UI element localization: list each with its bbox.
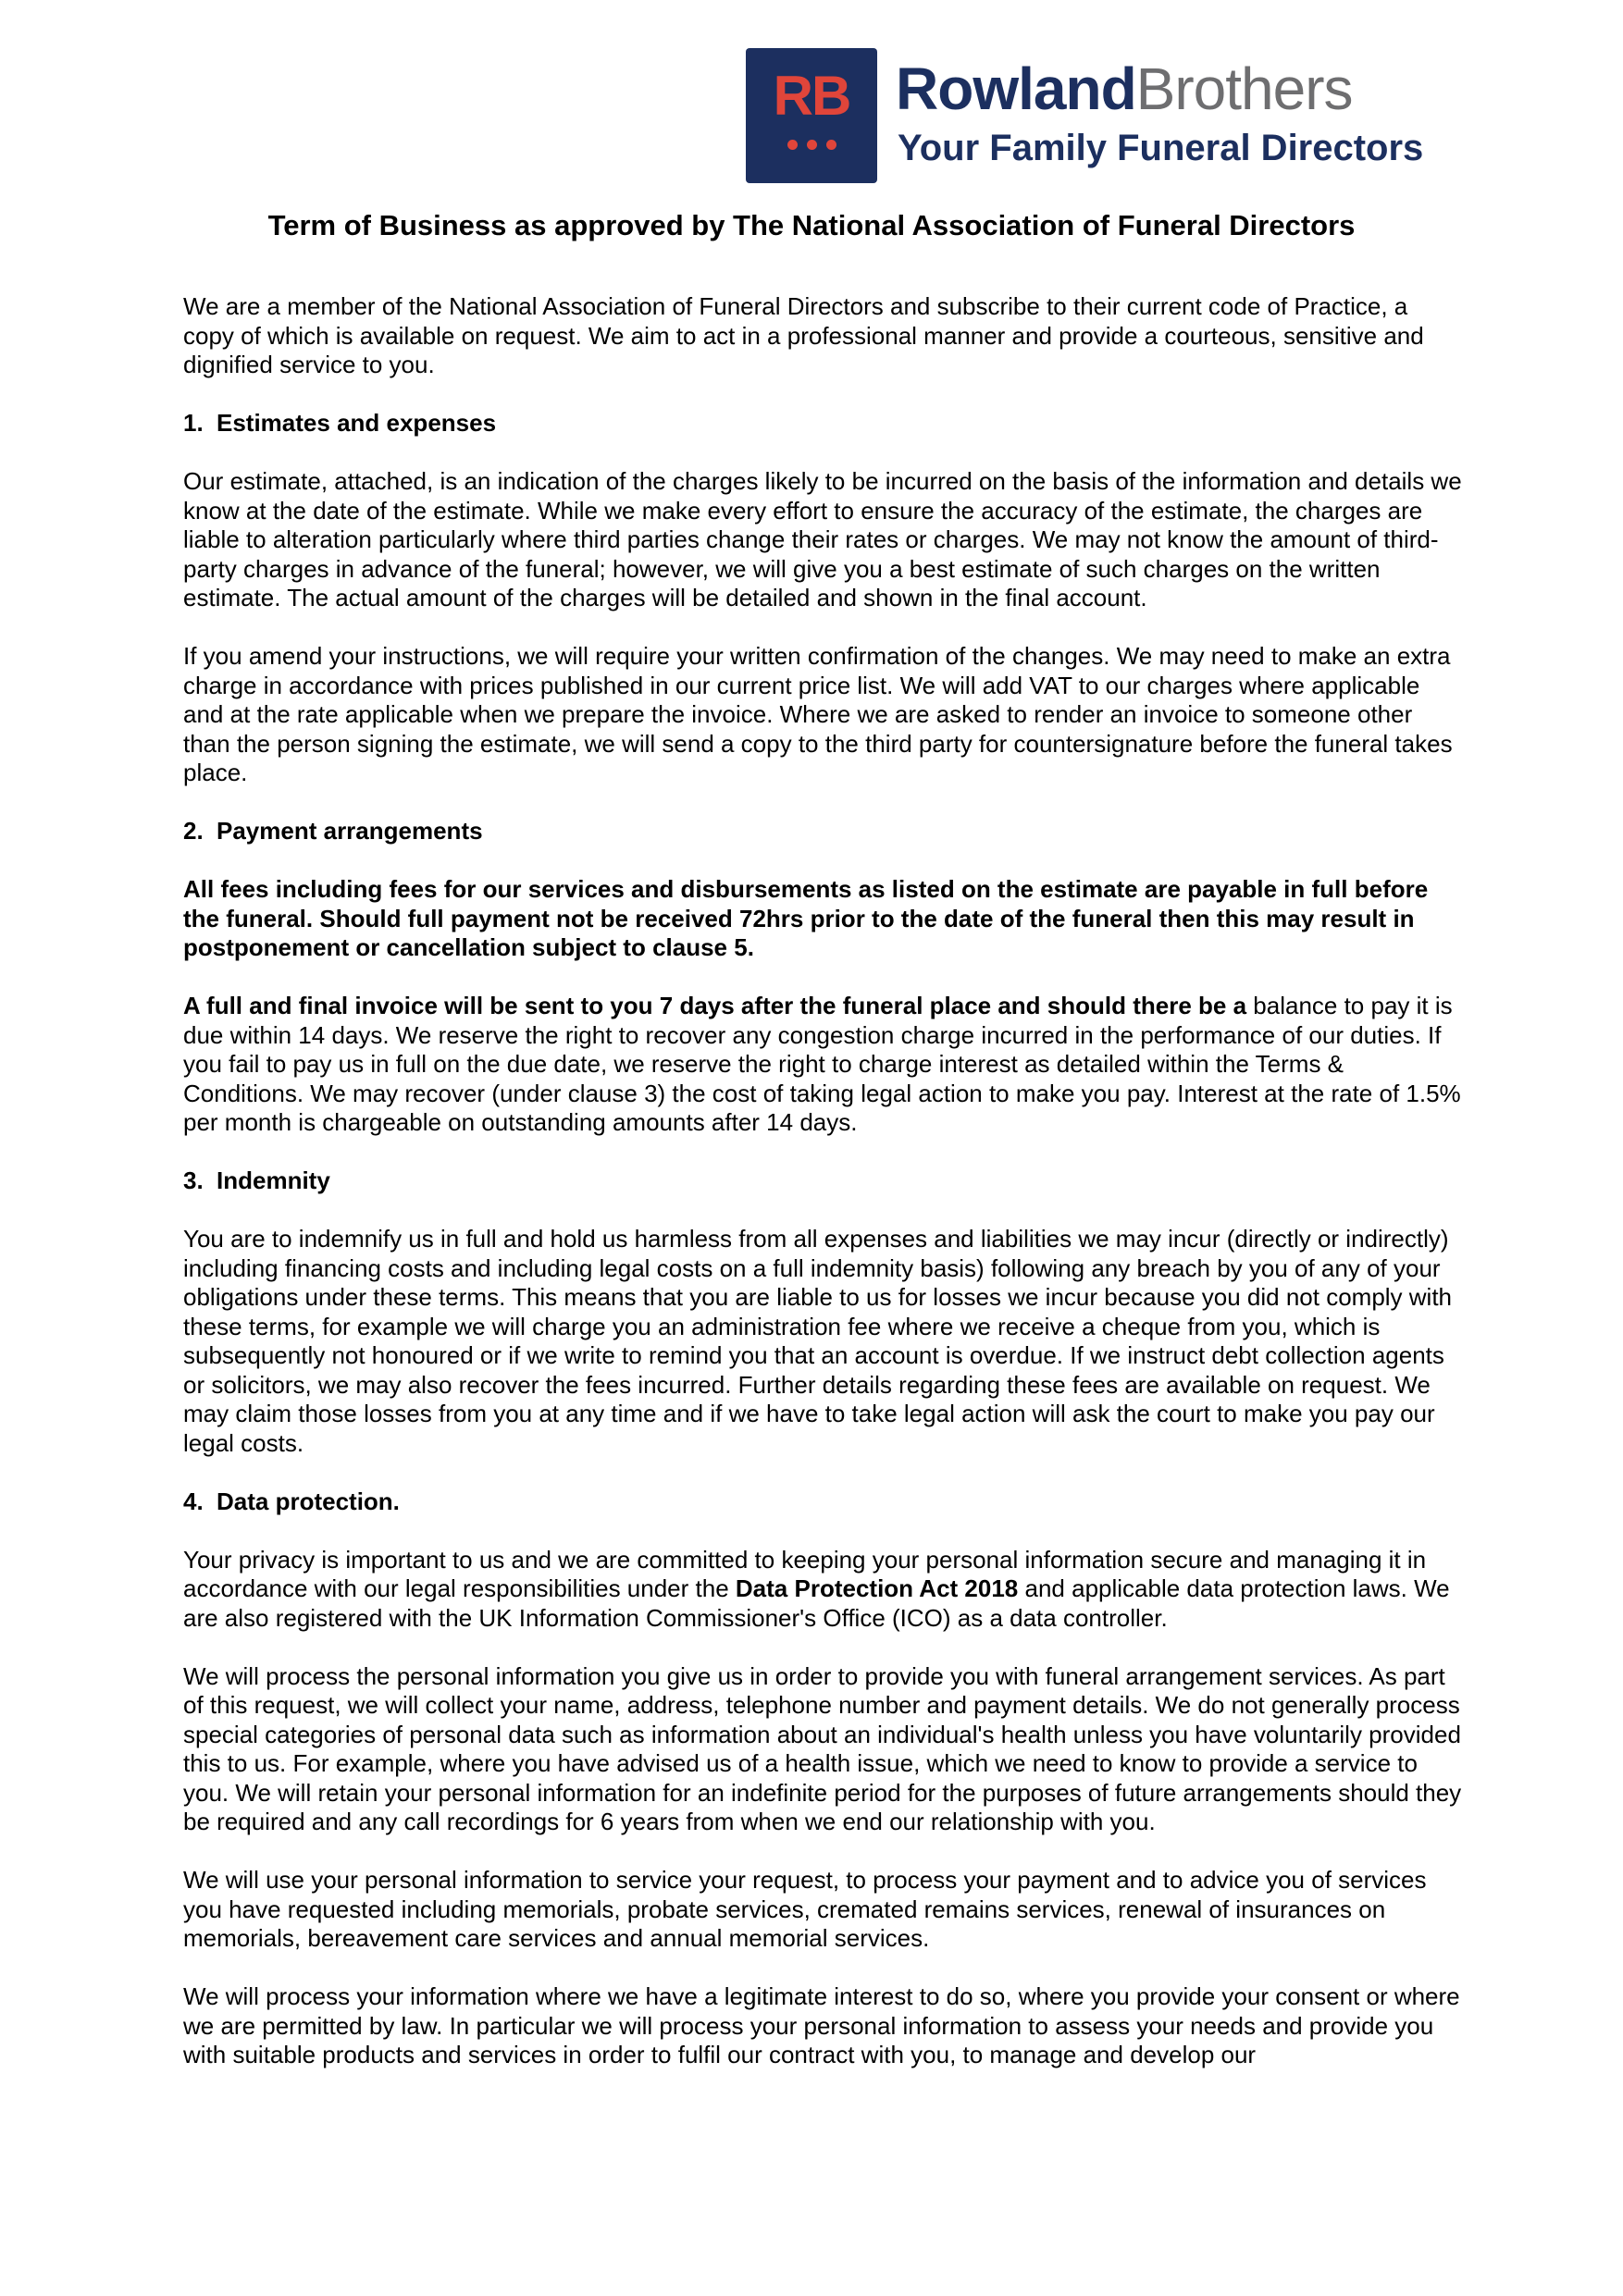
section2-paragraph-2-rest: balance to pay it is due within 14 days. We reserve the right to recover any congestion charge incurred in the performance of our duties. If you fail to pay us in full on the due date, we reserve the right to charge interest as detailed within the Terms & Conditions. We may recover (under clause 3) the cost of taking legal action to make you pay. Interest at the rate of 1.5% per month is chargeable on outstanding amounts after 14 days. xyxy=(183,992,1461,1136)
section-heading-text: Payment arrangements xyxy=(217,817,483,845)
section2-paragraph-2 xyxy=(183,992,1465,1138)
data-protection-act-reference: Data Protection Act 2018 xyxy=(735,1574,1019,1602)
logo-company-name xyxy=(896,56,1353,122)
section-heading-text: Indemnity xyxy=(217,1167,330,1194)
section-heading-text: Data protection. xyxy=(217,1487,400,1515)
logo-name-brothers: Brothers xyxy=(1135,56,1353,122)
section-number: 4. xyxy=(183,1487,204,1515)
section-number: 1. xyxy=(183,409,204,437)
section3-paragraph-1: You are to indemnify us in full and hold us harmless from all expenses and liabilities we may incur (directly or indirectly) including financing costs and including legal costs on a full indemnity basis) following any breach by you of any of your obligations under these terms. This means that you are liable to us for losses we incur because you did not comply with these terms, for example we will charge you an administration fee where we receive a cheque from you, which is subsequently not honoured or if we write to remind you that an account is overdue. If we instruct debt collection agents or solicitors, we may also recover the fees incurred. Further details regarding these fees are available on request. We may claim those losses from you at any time and if we have to take legal action will ask the court to make you pay our legal costs. xyxy=(183,1225,1453,1457)
logo-mark-letters: RB xyxy=(773,65,850,127)
section4-paragraph-2: We will process the personal information you give us in order to provide you with funeral arrangement services. As part of this request, we will collect your name, address, telephone number and payment details. We do not generally process special categories of personal data such as information about an individual's health unless you have voluntarily provided this to us. For example, where you have advised us of a health issue, which we need to know to provide a service to you. We will retain your personal information for an indefinite period for the purposes of future arrangements should they be required and any call recordings for 6 years from when we end our relationship with you. xyxy=(183,1661,1462,1835)
section-heading-text: Estimates and expenses xyxy=(217,409,497,437)
logo-dots xyxy=(746,137,877,155)
section2-paragraph-1: All fees including fees for our services and disbursements as listed on the estimate are payable in full before the funeral. Should full payment not be received 72hrs prior to the date of the funeral then this may result in postponement or cancellation subject to clause 5. xyxy=(183,875,1429,961)
section1-paragraph-1: Our estimate, attached, is an indication of the charges likely to be incurred on the basis of the information and details we know at the date of the estimate. While we make every effort to ensure the accuracy of the estimate, the charges are liable to alteration particularly where third parties change their rates or charges. We may not know the amount of third-party charges in advance of the funeral; however, we will give you a best estimate of such charges on the written estimate. The actual amount of the charges will be detailed and shown in the final account. xyxy=(183,467,1462,611)
logo-dot xyxy=(807,140,817,150)
logo-dot xyxy=(787,140,798,150)
logo-name-rowland: Rowland xyxy=(896,56,1136,122)
section-heading-data-protection xyxy=(183,1487,1465,1517)
section4-paragraph-1-start: Your privacy is important to us and we are committed to keeping your personal information secure and managing it in accordance with our legal responsibilities under the xyxy=(183,1545,1427,1602)
company-logo xyxy=(746,48,1449,185)
section-heading-estimates xyxy=(183,409,1465,438)
logo-tagline: Your Family Funeral Directors xyxy=(898,128,1424,168)
section-number: 2. xyxy=(183,817,204,845)
logo-mark xyxy=(746,48,877,183)
section4-paragraph-1 xyxy=(183,1546,1465,1634)
document-body xyxy=(183,292,1465,2099)
section-heading-indemnity xyxy=(183,1167,1465,1196)
intro-paragraph: We are a member of the National Association of Funeral Directors and subscribe to their current code of Practice, a copy of which is available on request. We aim to act in a professional manner and provide a courteous, sensitive and dignified service to you. xyxy=(183,292,1424,378)
section2-paragraph-2-bold: A full and final invoice will be sent to you 7 days after the funeral place and should there be a xyxy=(183,992,1247,1019)
section-number: 3. xyxy=(183,1167,204,1194)
section1-paragraph-2: If you amend your instructions, we will require your written confirmation of the changes. We may need to make an extra charge in accordance with prices published in our current price list. We will add VAT to our charges where applicable and at the rate applicable when we prepare the invoice. Where we are asked to render an invoice to someone other than the person signing the estimate, we will send a copy to the third party for countersignature before the funeral takes place. xyxy=(183,642,1453,786)
logo-dot xyxy=(826,140,836,150)
section4-paragraph-1-end: and applicable data protection laws. We are also registered with the UK Information Commissioner's Office (ICO) as a data controller. xyxy=(183,1574,1450,1632)
section-heading-payment xyxy=(183,817,1465,846)
document-title: Term of Business as approved by The National Association of Funeral Directors xyxy=(267,209,1356,241)
section4-paragraph-4: We will process your information where we have a legitimate interest to do so, where you provide your consent or where we are permitted by law. In particular we will process your personal information to assess your needs and provide you with suitable products and services in order to fulfil our contract with you, to manage and develop our xyxy=(183,1982,1460,2068)
section4-paragraph-3: We will use your personal information to service your request, to process your payment and to advice you of services you have requested including memorials, probate services, cremated remains services, renewal of insurances on memorials, bereavement care services and annual memorial services. xyxy=(183,1866,1427,1952)
